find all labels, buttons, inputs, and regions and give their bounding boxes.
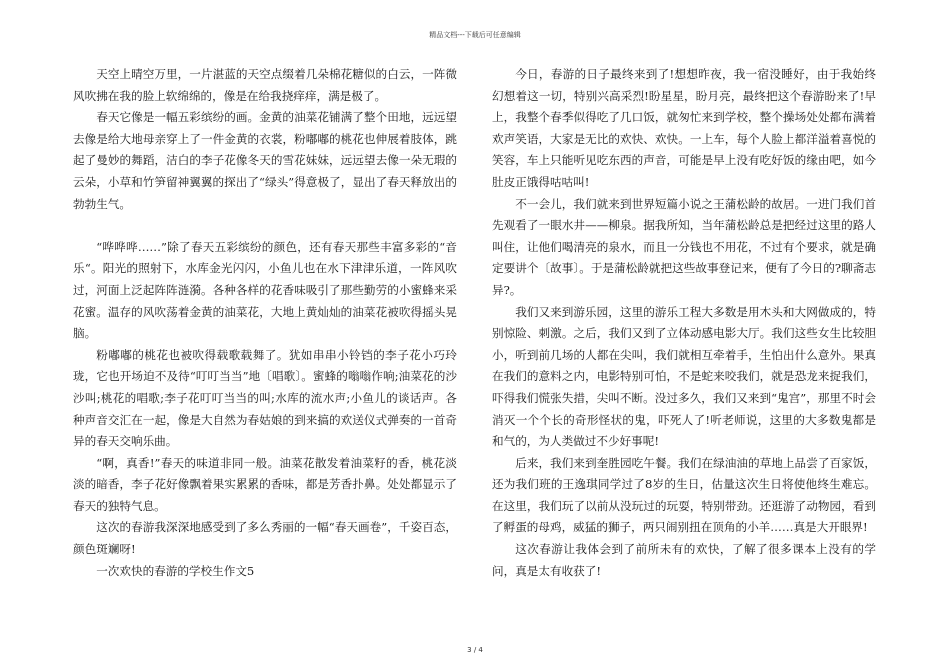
paragraph: 春天它像是一幅五彩缤纷的画。金黄的油菜花铺满了整个田地，远远望去像是给大地母亲穿上了一件金黄的衣裳，粉嘟嘟的桃花也伸展着肢体，跳起了曼妙的舞蹈，洁白的李子花像冬天的雪花妹妹，远远望去像一朵无瑕的云朵，小草和竹笋留神翼翼的探出了“绿头”得意极了，显出了春天释放出的勃勃生气。 (73, 110, 457, 211)
left-column (73, 64, 457, 582)
paragraph: 这次的春游我深深地感受到了多么秀丽的一幅“春天画卷”，千姿百态，颜色斑斓呀! (73, 520, 457, 557)
paragraph: “啊，真香!”春天的味道非同一般。油菜花散发着油菜籽的香，桃花淡淡的暗香，李子花好像飘着果实累累的香味，都是芳香扑鼻。处处都显示了春天的独特气息。 (73, 455, 457, 513)
paragraph: 天空上晴空万里，一片湛蓝的天空点缀着几朵棉花糖似的白云，一阵微风吹拂在我的脸上软绵绵的，像是在给我挠痒痒，满是极了。 (73, 67, 457, 103)
paragraph: 不一会儿，我们就来到世界短篇小说之王蒲松龄的故居。一进门我们首先观看了一眼水井——柳泉。据我所知，当年蒲松龄总是把经过这里的路人叫住，让他们喝清亮的泉水，而且一分钱也不用花，不过有个要求，就是确定要讲个〔故事〕。于是蒲松龄就把这些故事登记来，便有了今日的?聊斋志异?。 (492, 196, 876, 297)
right-column (492, 64, 876, 582)
paragraph: “哗哗哗……”除了春天五彩缤纷的颜色，还有春天那些丰富多彩的“音乐“。阳光的照射下，水库金光闪闪，小鱼儿也在水下津津乐道，一阵风吹过，河面上泛起阵阵涟漪。各种各样的花香味吸引了那些勤劳的小蜜蜂来采花蜜。温存的风吹荡着金黄的油菜花，大地上黄灿灿的油菜花被吹得摇头晃脑。 (73, 239, 457, 341)
section-title: 一次欢快的春游的学校生作文5 (96, 563, 255, 578)
page-header: 精品文档---下载后可任意编辑 (429, 31, 521, 39)
paragraph: 这次春游让我体会到了前所未有的欢快，了解了很多课本上没有的学问，真是太有收获了! (492, 542, 876, 578)
paragraph: 后来，我们来到奎胜园吃午餐。我们在绿油油的草地上品尝了百家饭，还为我们班的王逸琪同学过了8岁的生日，估量这次生日将使他终生难忘。在这里，我们玩了以前从没玩过的玩耍，特别带劲。还逛游了动物园，看到了孵蛋的母鸡，威猛的狮子，两只闹别扭在顶角的小羊……真是大开眼界! (492, 455, 876, 535)
paragraph: 今日，春游的日子最终来到了!想想昨夜，我一宿没睡好，由于我始终幻想着这一切，特别兴高采烈!盼星星，盼月亮，最终把这个春游盼来了!早上，我整个春季似得吃了几口饭，就匆忙来到学校，整个操场处处都布满着欢声笑语，大家是无比的欢快、欢快。一上车，每个人脸上都洋溢着喜悦的笑容，车上只能听见吃东西的声音，可能是早上没有吃好饭的缘由吧，如今肚皮正饿得咕咕叫! (492, 67, 876, 189)
paragraph: 我们又来到游乐园，这里的游乐工程大多数是用木头和大网做成的，特别惊险、刺激。之后，我们又到了立体动感电影大厅。我们这些女生比较胆小，听到前几场的人都在尖叫，我们就相互牵着手，生怕出什么意外。果真在我们的意料之内，电影特别可怕，不是蛇来咬我们，就是恐龙来捉我们，吓得我们慌张失措，尖叫不断。没过多久，我们又来到“鬼宫”，那里不时会消灭一个个长的奇形怪状的鬼，吓死人了!听老师说，这里的大多数鬼都是和气的，为人类做过不少好事呢! (492, 304, 876, 449)
page-number: 3 / 4 (467, 646, 483, 654)
paragraph: 粉嘟嘟的桃花也被吹得载歌载舞了。犹如串串小铃铛的李子花小巧玲珑，它也开场迫不及待“叮叮当当”地〔唱歌〕。蜜蜂的嗡嗡作响;油菜花的沙沙叫;桃花的唱歌;李子花叮叮当当的叫;水库的流水声;小鱼儿的谈话声。各种声音交汇在一起，像是大自然为春姑娘的到来搞的欢送仪式弹奏的一首奇异的春天交响乐曲。 (73, 347, 457, 449)
